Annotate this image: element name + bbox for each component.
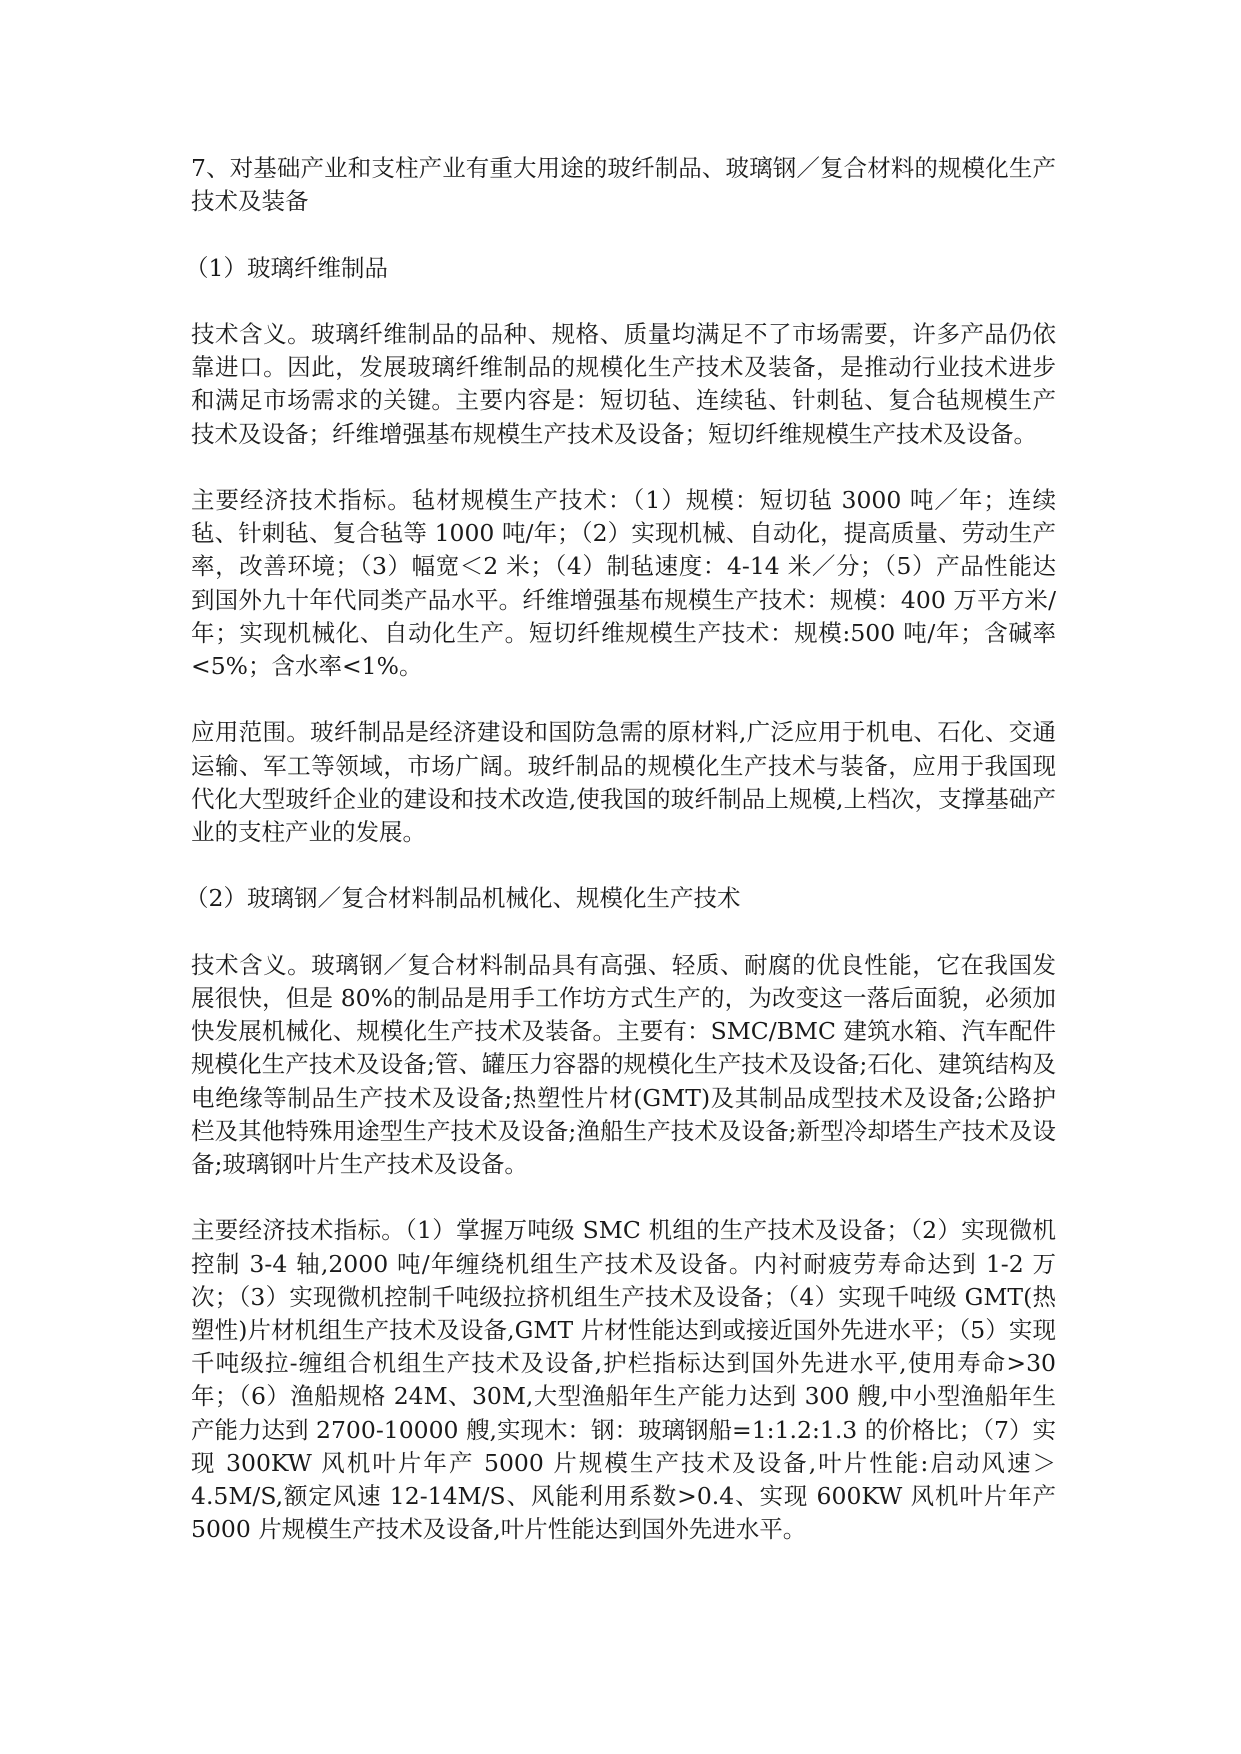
section1-tech-meaning: 技术含义。玻璃纤维制品的品种、规格、质量均满足不了市场需要，许多产品仍依靠进口。因此，发展玻璃纤维制品的规模化生产技术及装备，是推动行业技术进步和满足市场需求的关键。主要内容是：短切毡、连续毡、针刺毡、复合毡规模生产技术及设备；纤维增强基布规模生产技术及设备；短切纤维规模生产技术及设备。 (191, 319, 1056, 448)
document-heading: 7、对基础产业和支柱产业有重大用途的玻纤制品、玻璃钢／复合材料的规模化生产技术及装备 (191, 154, 1056, 216)
section1-application: 应用范围。玻纤制品是经济建设和国防急需的原材料,广泛应用于机电、石化、交通运输、军工等领域，市场广阔。玻纤制品的规模化生产技术与装备，应用于我国现代化大型玻纤企业的建设和技术改造,使我国的玻纤制品上规模,上档次，支撑基础产业的支柱产业的发展。 (191, 718, 1056, 846)
section1-indicators: 主要经济技术指标。毡材规模生产技术：（1）规模：短切毡 3000 吨／年；连续毡、针刺毡、复合毡等 1000 吨/年；（2）实现机械、自动化，提高质量、劳动生产率，改善环境；（3）幅宽＜2 米；（4）制毡速度：4-14 米／分；（5）产品性能达到国外九十年代同类产品水平。纤维增强基布规模生产技术：规模：400 万平方米/年；实现机械化、自动化生产。短切纤维规模生产技术：规模:500 吨/年；含碱率<5%；含水率<1%。 (191, 485, 1056, 680)
document-page (185, 152, 1056, 1580)
section2-indicators: 主要经济技术指标。（1）掌握万吨级 SMC 机组的生产技术及设备；（2）实现微机控制 3-4 轴,2000 吨/年缠绕机组生产技术及设备。内衬耐疲劳寿命达到 1-2 万次；（3）实现微机控制千吨级拉挤机组生产技术及设备；（4）实现千吨级 GMT(热塑性)片材机组生产技术及设备,GMT 片材性能达到或接近国外先进水平；（5）实现千吨级拉-缠组合机组生产技术及设备,护栏指标达到国外先进水平,使用寿命>30 年；（6）渔船规格 24M、30M,大型渔船年生产能力达到 300 艘,中小型渔船年生产能力达到 2700-10000 艘,实现木：钢：玻璃钢船=1:1.2:1.3 的价格比；（7）实现 300KW 风机叶片年产 5000 片规模生产技术及设备,叶片性能:启动风速＞4.5M/S,额定风速 12-14M/S、风能利用系数>0.4、实现 600KW 风机叶片年产 5000 片规模生产技术及设备,叶片性能达到国外先进水平。 (191, 1216, 1056, 1544)
section2-title: （2）玻璃钢／复合材料制品机械化、规模化生产技术 (185, 884, 741, 913)
section2-tech-meaning: 技术含义。玻璃钢／复合材料制品具有高强、轻质、耐腐的优良性能，它在我国发展很快，但是 80%的制品是用手工作坊方式生产的，为改变这一落后面貌，必须加快发展机械化、规模化生产技术及装备。主要有：SMC/BMC 建筑水箱、汽车配件规模化生产技术及设备;管、罐压力容器的规模化生产技术及设备;石化、建筑结构及电绝缘等制品生产技术及设备;热塑性片材(GMT)及其制品成型技术及设备;公路护栏及其他特殊用途型生产技术及设备;渔船生产技术及设备;新型冷却塔生产技术及设备;玻璃钢叶片生产技术及设备。 (191, 950, 1056, 1178)
section1-title: （1）玻璃纤维制品 (185, 253, 388, 282)
